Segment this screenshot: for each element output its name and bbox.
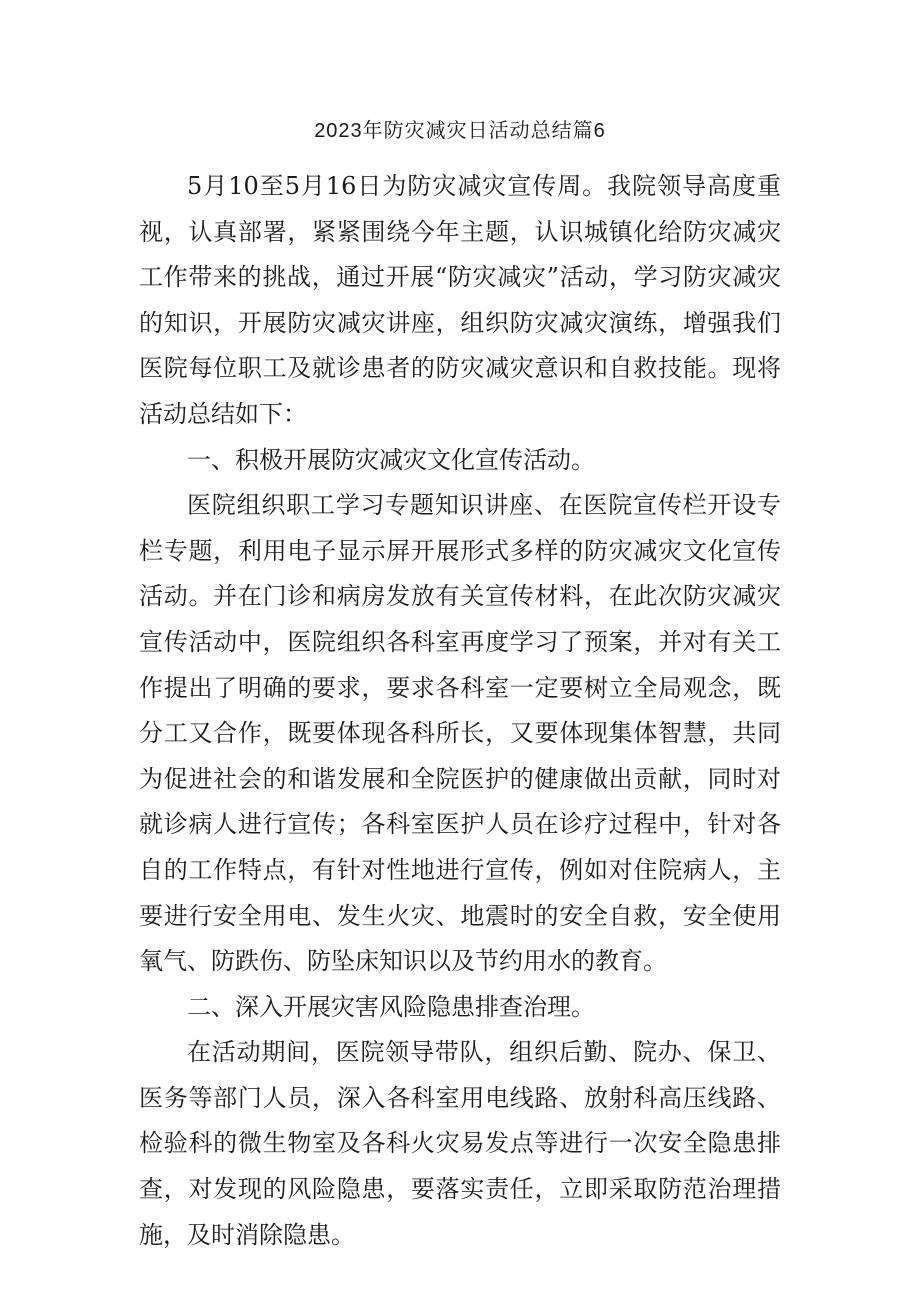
paragraph-intro: 5月10至5月16日为防灾减灾宣传周。我院领导高度重视，认真部署，紧紧围绕今年主题，认识城镇化给防灾减灾工作带来的挑战，通过开展“防灾减灾”活动，学习防灾减灾的知识，开展防灾减灾讲座，组织防灾减灾演练，增强我们医院每位职工及就诊患者的防灾减灾意识和自救技能。现将活动总结如下： [139, 172, 781, 428]
section-heading-1: 一、积极开展防灾减灾文化宣传活动。 [187, 445, 595, 474]
paragraph-section-1: 医院组织职工学习专题知识讲座、在医院宣传栏开设专栏专题，利用电子显示屏开展形式多样的防灾减灾文化宣传活动。并在门诊和病房发放有关宣传材料，在此次防灾减灾宣传活动中，医院组织各科室再度学习了预案，并对有关工作提出了明确的要求，要求各科室一定要树立全局观念，既分工又合作，既要体现各科所长，又要体现集体智慧，共同为促进社会的和谐发展和全院医护的健康做出贡献，同时对就诊病人进行宣传；各科室医护人员在诊疗过程中，针对各自的工作特点，有针对性地进行宣传，例如对住院病人，主要进行安全用电、发生火灾、地震时的安全自救，安全使用氧气、防跌伤、防坠床知识以及节约用水的教育。 [139, 491, 781, 976]
section-heading-2: 二、深入开展灾害风险隐患排查治理。 [187, 992, 595, 1021]
document-body [139, 164, 781, 1258]
document-title: 2023年防灾减灾日活动总结篇6 [314, 120, 606, 142]
paragraph-section-2: 在活动期间，医院领导带队，组织后勤、院办、保卫、医务等部门人员，深入各科室用电线路、放射科高压线路、检验科的微生物室及各科火灾易发点等进行一次安全隐患排查，对发现的风险隐患，要落实责任，立即采取防范治理措施，及时消除隐患。 [139, 1038, 781, 1249]
